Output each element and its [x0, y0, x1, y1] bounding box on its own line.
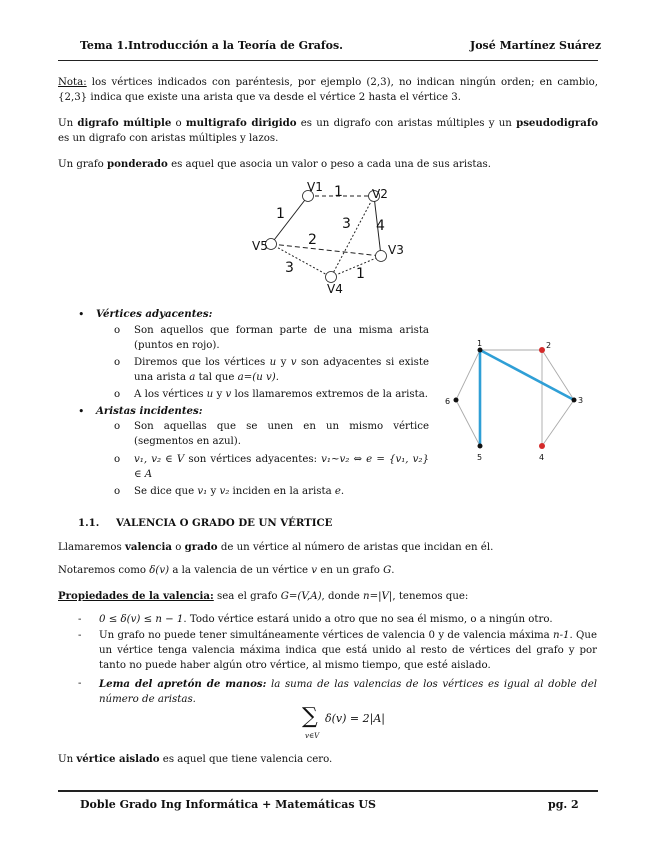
- weight-v2-v4: 3: [342, 216, 351, 232]
- header-rule: [58, 60, 598, 61]
- section-title: VALENCIA O GRADO DE UN VÉRTICE: [116, 517, 333, 529]
- label-1: 1: [477, 339, 483, 348]
- aislado-paragraph: Un vértice aislado es aquel que tiene valencia cero.: [58, 753, 333, 765]
- notaremos-paragraph: Notaremos como δ(v) a la valencia de un vértice v en un grafo G.: [58, 565, 395, 576]
- label-5: 5: [477, 453, 483, 462]
- weighted-graph-figure: [248, 176, 418, 300]
- header-title: Tema 1.Introducción a la Teoría de Grafos.: [80, 39, 343, 52]
- incidentes-item-1: Son aquellas que se unen en un mismo vértice (segmentos en azul).: [134, 421, 429, 447]
- property-1: 0 ≤ δ(v) ≤ n − 1. Todo vértice estará unido a otro que no sea él mismo, o a ningún otro.: [99, 614, 553, 625]
- dash-bullet-icon: -: [78, 678, 82, 689]
- label-6: 6: [445, 397, 451, 406]
- edge-v5-v4: [271, 244, 331, 277]
- adyacentes-item-2: Diremos que los vértices u y v son adyacentes si existe una arista a tal que a=(u v).: [134, 357, 430, 383]
- circle-bullet-icon: o: [114, 421, 121, 432]
- ponderado-paragraph: Un grafo ponderado es aquel que asocia un valor o peso a cada una de sus aristas.: [58, 158, 491, 170]
- footer-page: pg. 2: [548, 798, 579, 811]
- label-v3: V3: [388, 243, 404, 257]
- bullet-icon: •: [78, 308, 85, 321]
- property-2: Un grafo no puede tener simultáneamente vértices de valencia 0 y de valencia máxima n-1. Que un vértice tenga valencia máxima indica que está unido al resto de vértices del grafo y por tanto no puede haber algún otro vértice, al mismo tiempo, que esté aislado.: [99, 630, 597, 671]
- incidentes-item-3: Se dice que v₁ y v₂ inciden en la arista e.: [134, 486, 345, 497]
- circle-bullet-icon: o: [114, 486, 121, 497]
- weight-v1-v2: 1: [334, 184, 343, 200]
- dash-bullet-icon: -: [78, 614, 82, 625]
- adyacentes-item-1: Son aquellos que forman parte de una misma arista (puntos en rojo).: [134, 325, 429, 351]
- vertex-1: [478, 348, 483, 353]
- formula-body: δ(v) = 2|A|: [325, 712, 385, 725]
- sum-subscript: v∈V: [305, 732, 320, 740]
- weight-v5-v4: 3: [285, 260, 294, 276]
- circle-bullet-icon: o: [114, 357, 121, 368]
- bullet-icon: •: [78, 405, 85, 418]
- vertex-6: [454, 398, 459, 403]
- label-4: 4: [539, 453, 545, 462]
- edge-v2-v4: [331, 196, 374, 277]
- weight-v1-v5: 1: [276, 206, 285, 222]
- label-3: 3: [578, 396, 584, 405]
- header-author: José Martínez Suárez: [470, 39, 602, 52]
- nota-label: Nota:: [58, 77, 87, 88]
- blue-edge-1-3: [480, 350, 574, 400]
- weight-v4-v3: 1: [356, 266, 365, 282]
- vertex-3: [572, 398, 577, 403]
- label-v4: V4: [327, 282, 343, 296]
- valencia-definition: Llamaremos valencia o grado de un vértice al número de aristas que incidan en él.: [58, 541, 494, 553]
- label-2: 2: [546, 341, 552, 350]
- circle-bullet-icon: o: [114, 325, 121, 336]
- weight-v2-v3: 4: [376, 218, 385, 234]
- property-3: Lema del apretón de manos: la suma de las valencias de los vértices es igual al doble del número de aristas.: [99, 678, 597, 705]
- circle-bullet-icon: o: [114, 389, 121, 400]
- nota-paragraph: Nota: los vértices indicados con paréntesis, por ejemplo (2,3), no indican ningún orden; en cambio, {2,3} indica que existe una arista que va desde el vértice 2 hasta el vértice 3.: [58, 77, 598, 103]
- propiedades-paragraph: Propiedades de la valencia: sea el grafo G=(V,A), donde n=|V|, tenemos que:: [58, 590, 469, 602]
- adyacentes-title: Vértices adyacentes:: [96, 308, 213, 320]
- digrafo-paragraph: Un digrafo múltiple o multigrafo dirigido es un digrafo con aristas múltiples y un pseudodigrafo es un digrafo con aristas múltiples y lazos.: [58, 117, 599, 144]
- vertex-v3: [376, 251, 387, 262]
- adjacency-graph-figure: [440, 338, 590, 466]
- circle-bullet-icon: o: [114, 454, 121, 465]
- label-v2: V2: [372, 187, 388, 201]
- vertex-5: [478, 444, 483, 449]
- sum-symbol: ∑: [302, 704, 318, 729]
- dash-bullet-icon: -: [78, 630, 82, 641]
- label-v1: V1: [307, 180, 323, 194]
- edge-v5-v3: [271, 244, 381, 256]
- vertex-4: [539, 443, 545, 449]
- adyacentes-item-3: A los vértices u y v los llamaremos extremos de la arista.: [134, 389, 429, 400]
- label-v5: V5: [252, 239, 268, 253]
- vertex-2: [539, 347, 545, 353]
- vertex-v4: [326, 272, 337, 283]
- footer-rule: [58, 790, 598, 792]
- section-number: 1.1.: [78, 517, 100, 529]
- incidentes-item-2: v₁, v₂ ∈ V son vértices adyacentes: v₁~v₂ ⇔ e = {v₁, v₂} ∈ A: [134, 454, 429, 480]
- weight-v5-v3: 2: [308, 232, 317, 248]
- footer-course: Doble Grado Ing Informática + Matemáticas US: [80, 798, 376, 811]
- incidentes-title: Aristas incidentes:: [96, 405, 203, 417]
